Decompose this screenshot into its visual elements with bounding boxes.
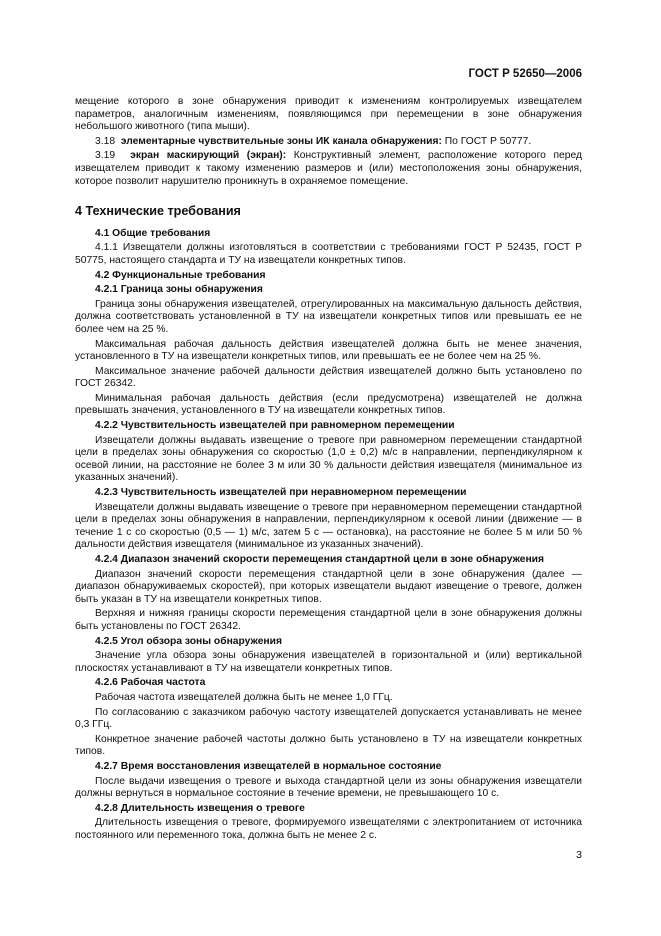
subsection-heading-4-2-1: 4.2.1 Граница зоны обнаружения [95, 284, 263, 296]
definition-term: элементарные чувствительные зоны ИК канала обнаружения: [120, 135, 442, 147]
definition-number: 3.19 [95, 150, 116, 162]
subsection-heading-4-2: 4.2 Функциональные требования [95, 269, 266, 281]
paragraph-4-1-1: 4.1.1 Извещатели должны изготовляться в соответствии с требованиями ГОСТ Р 52435, ГОСТ Р 50775, настоящего стандарта и ТУ на извещатели конкретных типов. [75, 242, 582, 266]
document-code: ГОСТ Р 52650—2006 [468, 68, 582, 80]
page-number: 3 [576, 849, 582, 861]
document-body [75, 96, 582, 844]
paragraph: После выдачи извещения о тревоге и выхода стандартной цели из зоны обнаружения извещатели должны вернуться в нормальное состояние в течение времени, не превышающего 10 с. [75, 775, 582, 800]
subsection-heading-4-2-7: 4.2.7 Время восстановления извещателей в нормальное состояние [95, 760, 442, 772]
paragraph: Длительность извещения о тревоге, формируемого извещателями с электропитанием от источника постоянного или переменного тока, должна быть не менее 2 с. [75, 817, 582, 841]
definition-term: экран маскирующий (экран): [130, 150, 287, 162]
definition-text: Конструктивный элемент, расположение которого перед извещателем приводит к такому изменению размеров и (или) местоположения зоны обнаружения, которое позволит нарушителю проникнуть в охраняемое помещение. [75, 150, 582, 187]
paragraph: Минимальная рабочая дальность действия (если предусмотрена) извещателей не должна превышать значения, установленного в ТУ на извещатели конкретных типов. [75, 392, 582, 417]
subsection-heading-4-2-5: 4.2.5 Угол обзора зоны обнаружения [95, 635, 282, 647]
subsection-heading-4-2-6: 4.2.6 Рабочая частота [95, 677, 206, 689]
paragraph: Максимальное значение рабочей дальности действия извещателей должно быть установлено по ГОСТ 26342. [75, 365, 582, 390]
definition-number: 3.18 [95, 135, 116, 147]
paragraph: Диапазон значений скорости перемещения стандартной цели в зоне обнаружения (далее — диапазон обнаруживаемых скоростей), при которых извещатели выдают извещение о тревоге, должен быть указан в ТУ на извещатели конкретных типов. [75, 568, 582, 605]
paragraph: Максимальная рабочая дальность действия извещателей должна быть не менее значения, установленного в ТУ на извещатели конкретных типов, или превышать ее не более чем на 25 %. [75, 338, 582, 363]
paragraph: Конкретное значение рабочей частоты должно быть установлено в ТУ на извещатели конкретных типов. [75, 733, 582, 758]
subsection-heading-4-2-4: 4.2.4 Диапазон значений скорости перемещения стандартной цели в зоне обнаружения [95, 554, 545, 565]
paragraph: Значение угла обзора зоны обнаружения извещателей в горизонтальной и (или) вертикальной плоскостях устанавливают в ТУ на извещатели конкретных типов. [75, 650, 582, 674]
paragraph: Верхняя и нижняя границы скорости перемещения стандартной цели в зоне обнаружения должны быть установлены по ГОСТ 26342. [75, 608, 582, 632]
paragraph: Рабочая частота извещателей должна быть не менее 1,0 ГГц. [95, 691, 393, 703]
definition-3-18 [75, 136, 582, 149]
paragraph: По согласованию с заказчиком рабочую частоту извещателей допускается устанавливать не менее 0,3 ГГц. [75, 706, 582, 731]
paragraph: Извещатели должны выдавать извещение о тревоге при неравномерном перемещении стандартной цели в пределах зоны обнаружения в направлении, перпендикулярном к осевой линии (движение — в течение 1 с со скоростью (0,5 — 1) м/с, затем 5 с — остановка), на расстояние не более 5 м или 50 % дальности действия извещателя (минимальное из указанных значений). [75, 501, 582, 551]
subsection-heading-4-2-2: 4.2.2 Чувствительность извещателей при равномерном перемещении [95, 420, 455, 432]
subsection-heading-4-2-8: 4.2.8 Длительность извещения о тревоге [95, 802, 305, 814]
paragraph: Извещатели должны выдавать извещение о тревоге при равномерном перемещении стандартной цели в пределах зоны обнаружения со скоростью (1,0 ± 0,2) м/с в направлении, перпендикулярном к осевой линии, на расстояние не более 3 м или 30 % дальности действия извещателя (минимальное из указанных значений). [75, 434, 582, 484]
section-heading-4: 4 Технические требования [75, 204, 241, 219]
definition-text: По ГОСТ Р 50777. [441, 135, 532, 147]
paragraph-continued: мещение которого в зоне обнаружения приводит к изменениям контролируемых извещателем параметров, аналогичным изменениям, появляющимся при перемещении в зоне обнаружения небольшого животного (типа мыши). [75, 96, 582, 133]
subsection-heading-4-2-3: 4.2.3 Чувствительность извещателей при неравномерном перемещении [95, 487, 467, 499]
paragraph: Граница зоны обнаружения извещателей, отрегулированных на максимальную дальность действия, должна соответствовать установленной в ТУ на извещатели конкретных типов или превышать ее не более чем на 25 %. [75, 298, 582, 335]
definition-3-19 [75, 150, 582, 188]
subsection-heading-4-1: 4.1 Общие требования [95, 227, 211, 239]
